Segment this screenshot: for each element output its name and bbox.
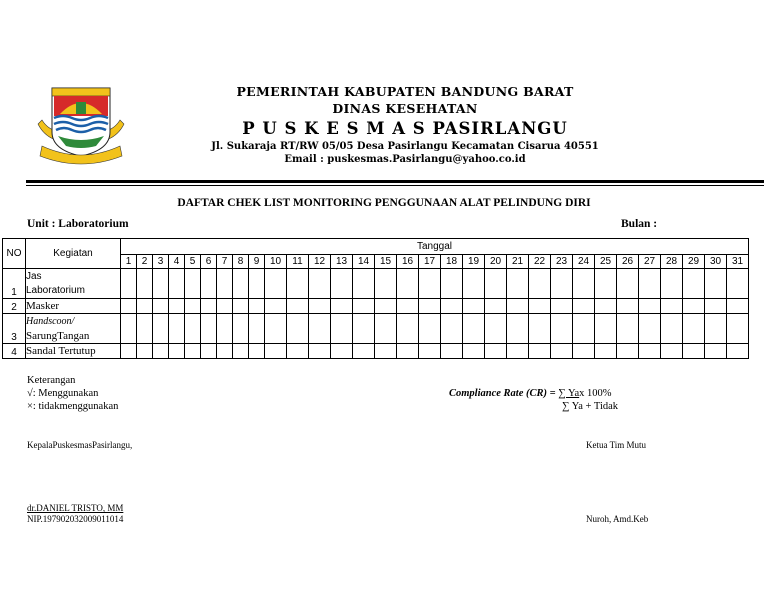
check-cell[interactable] bbox=[705, 314, 727, 344]
check-cell[interactable] bbox=[353, 314, 375, 344]
check-cell[interactable] bbox=[419, 344, 441, 359]
legend-used: √: Menggunakan bbox=[27, 388, 99, 399]
check-cell[interactable] bbox=[617, 299, 639, 314]
header-government: PEMERINTAH KABUPATEN BANDUNG BARAT bbox=[236, 84, 574, 99]
check-cell[interactable] bbox=[573, 269, 595, 299]
check-cell[interactable] bbox=[217, 344, 233, 359]
check-cell[interactable] bbox=[201, 314, 217, 344]
check-cell[interactable] bbox=[397, 314, 419, 344]
check-cell[interactable] bbox=[661, 269, 683, 299]
kegiatan-line-1: Masker bbox=[26, 300, 59, 312]
kegiatan-line-1: Handscoon/ bbox=[26, 315, 75, 327]
check-cell[interactable] bbox=[169, 299, 185, 314]
check-cell[interactable] bbox=[529, 299, 551, 314]
puskesmas-logo bbox=[36, 84, 126, 166]
day-header-cell: 14 bbox=[353, 255, 375, 269]
check-cell[interactable] bbox=[507, 269, 529, 299]
check-cell[interactable] bbox=[639, 299, 661, 314]
check-cell[interactable] bbox=[249, 344, 265, 359]
check-cell[interactable] bbox=[121, 269, 137, 299]
check-cell[interactable] bbox=[217, 314, 233, 344]
day-header-cell: 5 bbox=[185, 255, 201, 269]
day-header-cell: 12 bbox=[309, 255, 331, 269]
formula-numerator: ∑ Ya bbox=[558, 388, 580, 399]
check-cell[interactable] bbox=[551, 314, 573, 344]
table-row bbox=[3, 269, 749, 299]
check-cell[interactable] bbox=[507, 314, 529, 344]
day-header-cell: 6 bbox=[201, 255, 217, 269]
header-email: Email : puskesmas.Pasirlangu@yahoo.co.id bbox=[284, 154, 526, 165]
check-cell[interactable] bbox=[419, 269, 441, 299]
check-cell[interactable] bbox=[573, 344, 595, 359]
check-cell[interactable] bbox=[727, 314, 749, 344]
month-label: Bulan : bbox=[621, 218, 658, 230]
check-cell[interactable] bbox=[309, 314, 331, 344]
check-cell[interactable] bbox=[485, 314, 507, 344]
day-header-cell: 24 bbox=[573, 255, 595, 269]
table-row bbox=[3, 314, 749, 344]
day-header-cell: 15 bbox=[375, 255, 397, 269]
check-cell[interactable] bbox=[683, 314, 705, 344]
check-cell[interactable] bbox=[595, 344, 617, 359]
check-cell[interactable] bbox=[573, 299, 595, 314]
row-kegiatan bbox=[26, 299, 121, 314]
check-cell[interactable] bbox=[217, 299, 233, 314]
check-cell[interactable] bbox=[639, 314, 661, 344]
check-cell[interactable] bbox=[153, 269, 169, 299]
check-cell[interactable] bbox=[507, 299, 529, 314]
check-cell[interactable] bbox=[249, 299, 265, 314]
check-cell[interactable] bbox=[661, 299, 683, 314]
check-cell[interactable] bbox=[201, 299, 217, 314]
check-cell[interactable] bbox=[287, 344, 309, 359]
check-cell[interactable] bbox=[397, 269, 419, 299]
header-divider-thin bbox=[26, 185, 764, 186]
check-cell[interactable] bbox=[573, 314, 595, 344]
check-cell[interactable] bbox=[185, 269, 201, 299]
formula-multiplier: x 100% bbox=[579, 388, 612, 399]
check-cell[interactable] bbox=[309, 269, 331, 299]
day-header-cell: 4 bbox=[169, 255, 185, 269]
check-cell[interactable] bbox=[331, 314, 353, 344]
check-cell[interactable] bbox=[375, 299, 397, 314]
day-header-cell: 9 bbox=[249, 255, 265, 269]
check-cell[interactable] bbox=[249, 314, 265, 344]
check-cell[interactable] bbox=[353, 269, 375, 299]
header-department: DINAS KESEHATAN bbox=[332, 101, 478, 116]
kegiatan-line-1: Sandal Tertutup bbox=[26, 345, 96, 357]
check-cell[interactable] bbox=[331, 344, 353, 359]
check-cell[interactable] bbox=[727, 344, 749, 359]
check-cell[interactable] bbox=[617, 344, 639, 359]
check-cell[interactable] bbox=[595, 314, 617, 344]
check-cell[interactable] bbox=[309, 299, 331, 314]
check-cell[interactable] bbox=[463, 299, 485, 314]
check-cell[interactable] bbox=[551, 299, 573, 314]
day-header-cell: 23 bbox=[551, 255, 573, 269]
compliance-formula bbox=[449, 388, 612, 399]
row-number: 2 bbox=[3, 299, 26, 314]
kegiatan-line-1: Jas bbox=[26, 270, 42, 282]
check-cell[interactable] bbox=[233, 299, 249, 314]
check-cell[interactable] bbox=[441, 269, 463, 299]
check-cell[interactable] bbox=[441, 344, 463, 359]
check-cell[interactable] bbox=[595, 269, 617, 299]
check-cell[interactable] bbox=[705, 299, 727, 314]
check-cell[interactable] bbox=[705, 269, 727, 299]
check-cell[interactable] bbox=[661, 314, 683, 344]
check-cell[interactable] bbox=[485, 269, 507, 299]
day-header-cell: 18 bbox=[441, 255, 463, 269]
signature-right-name: Nuroh, Amd.Keb bbox=[586, 514, 649, 524]
check-cell[interactable] bbox=[617, 269, 639, 299]
check-cell[interactable] bbox=[419, 314, 441, 344]
check-cell[interactable] bbox=[551, 344, 573, 359]
check-cell[interactable] bbox=[169, 344, 185, 359]
check-cell[interactable] bbox=[551, 269, 573, 299]
day-header-cell: 2 bbox=[137, 255, 153, 269]
formula-denominator: ∑ Ya + Tidak bbox=[562, 401, 619, 412]
signature-left-title: KepalaPuskesmasPasirlangu, bbox=[27, 440, 133, 450]
check-cell[interactable] bbox=[617, 314, 639, 344]
header-institution: P U S K E S M A S PASIRLANGU bbox=[242, 119, 568, 138]
row-kegiatan bbox=[26, 269, 121, 299]
check-cell[interactable] bbox=[463, 344, 485, 359]
check-cell[interactable] bbox=[419, 299, 441, 314]
day-header-cell: 16 bbox=[397, 255, 419, 269]
check-cell[interactable] bbox=[121, 299, 137, 314]
table-row bbox=[3, 344, 749, 359]
check-cell[interactable] bbox=[265, 314, 287, 344]
check-cell[interactable] bbox=[331, 299, 353, 314]
check-cell[interactable] bbox=[529, 269, 551, 299]
check-cell[interactable] bbox=[137, 344, 153, 359]
check-cell[interactable] bbox=[233, 314, 249, 344]
check-cell[interactable] bbox=[331, 269, 353, 299]
check-cell[interactable] bbox=[727, 299, 749, 314]
check-cell[interactable] bbox=[309, 344, 331, 359]
check-cell[interactable] bbox=[705, 344, 727, 359]
signature-right-title: Ketua Tim Mutu bbox=[586, 440, 647, 450]
check-cell[interactable] bbox=[185, 299, 201, 314]
check-cell[interactable] bbox=[529, 344, 551, 359]
check-cell[interactable] bbox=[683, 269, 705, 299]
column-header-no: NO bbox=[3, 239, 26, 269]
check-cell[interactable] bbox=[287, 299, 309, 314]
check-cell[interactable] bbox=[595, 299, 617, 314]
form-title: DAFTAR CHEK LIST MONITORING PENGGUNAAN ALAT PELINDUNG DIRI bbox=[177, 197, 591, 209]
column-header-tanggal: Tanggal bbox=[121, 239, 749, 255]
check-cell[interactable] bbox=[233, 344, 249, 359]
table-row bbox=[3, 299, 749, 314]
day-header-cell: 1 bbox=[121, 255, 137, 269]
day-header-cell: 11 bbox=[287, 255, 309, 269]
check-cell[interactable] bbox=[121, 344, 137, 359]
check-cell[interactable] bbox=[375, 269, 397, 299]
check-cell[interactable] bbox=[463, 314, 485, 344]
header-address: Jl. Sukaraja RT/RW 05/05 Desa Pasirlangu Kecamatan Cisarua 40551 bbox=[211, 141, 599, 152]
check-cell[interactable] bbox=[683, 299, 705, 314]
signature-left-nip: NIP.197902032009011014 bbox=[27, 514, 124, 524]
check-cell[interactable] bbox=[397, 344, 419, 359]
day-header-cell: 13 bbox=[331, 255, 353, 269]
check-cell[interactable] bbox=[287, 269, 309, 299]
row-kegiatan bbox=[26, 344, 121, 359]
check-cell[interactable] bbox=[265, 344, 287, 359]
day-header-cell: 8 bbox=[233, 255, 249, 269]
day-header-cell: 7 bbox=[217, 255, 233, 269]
check-cell[interactable] bbox=[441, 299, 463, 314]
check-cell[interactable] bbox=[683, 344, 705, 359]
check-cell[interactable] bbox=[233, 269, 249, 299]
check-cell[interactable] bbox=[727, 269, 749, 299]
legend-not-used: ×: tidakmenggunakan bbox=[27, 401, 119, 412]
day-header-cell: 3 bbox=[153, 255, 169, 269]
check-cell[interactable] bbox=[137, 299, 153, 314]
check-cell[interactable] bbox=[185, 344, 201, 359]
day-header-cell: 26 bbox=[617, 255, 639, 269]
check-cell[interactable] bbox=[485, 344, 507, 359]
day-header-cell: 28 bbox=[661, 255, 683, 269]
check-cell[interactable] bbox=[217, 269, 233, 299]
check-cell[interactable] bbox=[375, 314, 397, 344]
check-cell[interactable] bbox=[463, 269, 485, 299]
row-number: 4 bbox=[3, 344, 26, 359]
check-cell[interactable] bbox=[529, 314, 551, 344]
check-cell[interactable] bbox=[661, 344, 683, 359]
check-cell[interactable] bbox=[639, 344, 661, 359]
check-cell[interactable] bbox=[185, 314, 201, 344]
day-header-cell: 10 bbox=[265, 255, 287, 269]
day-header-cell: 19 bbox=[463, 255, 485, 269]
check-cell[interactable] bbox=[249, 269, 265, 299]
check-cell[interactable] bbox=[265, 269, 287, 299]
check-cell[interactable] bbox=[169, 314, 185, 344]
check-cell[interactable] bbox=[201, 269, 217, 299]
check-cell[interactable] bbox=[265, 299, 287, 314]
signature-left-name: dr.DANIEL TRISTO, MM bbox=[27, 503, 124, 513]
kegiatan-line-2: Laboratorium bbox=[26, 284, 85, 296]
check-cell[interactable] bbox=[485, 299, 507, 314]
day-header-cell: 25 bbox=[595, 255, 617, 269]
row-number: 3 bbox=[3, 314, 26, 344]
check-cell[interactable] bbox=[639, 269, 661, 299]
check-cell[interactable] bbox=[137, 314, 153, 344]
kegiatan-line-2: SarungTangan bbox=[26, 329, 90, 342]
check-cell[interactable] bbox=[507, 344, 529, 359]
check-cell[interactable] bbox=[153, 344, 169, 359]
check-cell[interactable] bbox=[287, 314, 309, 344]
check-cell[interactable] bbox=[121, 314, 137, 344]
check-cell[interactable] bbox=[353, 299, 375, 314]
formula-label: Compliance Rate (CR) = bbox=[449, 388, 556, 399]
check-cell[interactable] bbox=[375, 344, 397, 359]
check-cell[interactable] bbox=[137, 269, 153, 299]
day-header-cell: 31 bbox=[727, 255, 749, 269]
row-kegiatan bbox=[26, 314, 121, 344]
legend-title: Keterangan bbox=[27, 375, 76, 386]
checklist-table bbox=[2, 238, 749, 359]
day-header-cell: 27 bbox=[639, 255, 661, 269]
day-header-cell: 29 bbox=[683, 255, 705, 269]
day-header-cell: 30 bbox=[705, 255, 727, 269]
header-divider-thick bbox=[26, 180, 764, 183]
day-header-cell: 17 bbox=[419, 255, 441, 269]
unit-label: Unit : Laboratorium bbox=[27, 218, 129, 230]
check-cell[interactable] bbox=[153, 314, 169, 344]
day-header-cell: 21 bbox=[507, 255, 529, 269]
check-cell[interactable] bbox=[441, 314, 463, 344]
row-number: 1 bbox=[3, 269, 26, 299]
day-header-cell: 20 bbox=[485, 255, 507, 269]
day-header-cell: 22 bbox=[529, 255, 551, 269]
check-cell[interactable] bbox=[153, 299, 169, 314]
check-cell[interactable] bbox=[397, 299, 419, 314]
check-cell[interactable] bbox=[353, 344, 375, 359]
column-header-kegiatan: Kegiatan bbox=[26, 239, 121, 269]
check-cell[interactable] bbox=[169, 269, 185, 299]
check-cell[interactable] bbox=[201, 344, 217, 359]
